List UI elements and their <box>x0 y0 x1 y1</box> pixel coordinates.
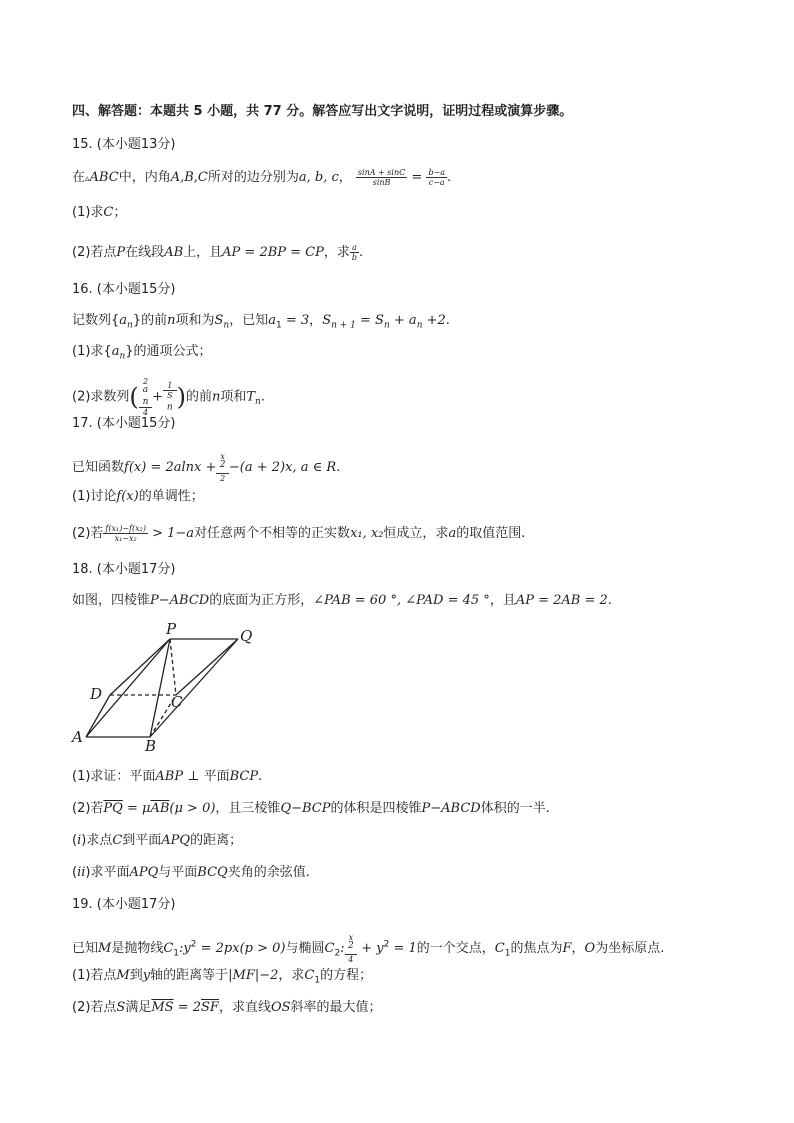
edge-PB <box>150 639 170 737</box>
problem-18-header: 18. (本小题17分) <box>72 562 176 577</box>
problem-16-q2: (2)求数列( 2 $^{a _n}$ 4 + 1 S $_n$ )的前n项和$T_n$. <box>72 377 265 417</box>
text: . <box>447 170 452 185</box>
problem-15-q1: (1)求C； <box>72 205 127 220</box>
label-B: B <box>145 737 157 755</box>
edge-QC <box>176 639 238 695</box>
label-D: D <box>90 685 103 703</box>
problem-18-qii: (ii)求平面APQ与平面BCQ夹角的余弦值. <box>72 865 310 880</box>
equals: = <box>411 170 423 185</box>
problem-17-header: 17. (本小题15分) <box>72 416 176 431</box>
problem-18-qi: (i)求点C到平面APQ的距离； <box>72 833 243 848</box>
problem-19-q1: (1)若点M到y轴的距离等于|MF|−2，求$C_1$的方程； <box>72 968 373 986</box>
problem-19-header: 19. (本小题17分) <box>72 897 176 912</box>
label-P: P <box>166 620 177 638</box>
problem-16-q1: (1)求$\{a_n\}$的通项公式； <box>72 344 212 362</box>
text: ， <box>338 170 352 185</box>
problem-18-q2: (2)若$\overline{PQ} = \mu\overline{AB}(\mu > 0)$，且三棱锥Q−BCP的体积是四棱锥P−ABCD体积的一半. <box>72 801 550 816</box>
problem-17-q1: (1)讨论f(x)的单调性； <box>72 489 204 504</box>
problem-17-q2: (2)若 $\frac{\text{f(x₁)−f(x₂)}}{\text{x₁−x₂}}$ > 1−a对任意两个不相等的正实数x₁, x₂恒成立，求a的取值范围. <box>72 524 526 543</box>
math: A,B,C <box>170 170 208 185</box>
text: 所对的边分别为 <box>207 170 299 185</box>
math: ABC <box>89 170 119 185</box>
fraction: $\frac{b-a}{c-a}$ <box>428 168 446 187</box>
problem-19-stem: 已知M是抛物线$C_1:y^2 = 2px(p > 0)$与椭圆$C_2$: x $^2$ 4 + $y^2 = 1$的一个交点，$C_1$的焦点为F，O为坐标原点. <box>72 933 665 964</box>
label-A: A <box>72 728 83 746</box>
edge-PD <box>110 639 170 695</box>
triangle-symbol: ▵ <box>85 174 90 184</box>
problem-16-stem: 记数列$\{a_n\}$的前n项和为$S_n$，已知$a_1 = 3$，$S_{n + 1} = S_n + a_n +2$. <box>72 313 450 331</box>
section-header: 四、解答题：本题共 5 小题，共 77 分。解答应写出文字说明，证明过程或演算步骤。 <box>72 104 573 119</box>
fraction: x $^2$ 4 <box>345 933 358 964</box>
edge-PC <box>170 639 176 695</box>
pyramid-figure <box>70 620 270 755</box>
text: 在 <box>72 170 86 185</box>
fraction: $\frac{a}{b}$ <box>351 243 358 262</box>
fraction: 2 $^{a _n}$ 4 <box>139 377 152 417</box>
problem-15-header: 15. (本小题13分) <box>72 137 176 152</box>
problem-15-q2: (2)若点P在线段AB上，且AP = 2BP = CP，求 $\frac{a}{b}$ . <box>72 243 364 262</box>
label-C: C <box>171 693 183 711</box>
fraction: x $^2$ 2 <box>216 452 229 483</box>
edge-QB <box>150 639 238 737</box>
problem-17-stem: 已知函数f(x) = 2alnx + x $^2$ 2 −(a + 2)x, a ∈ R. <box>72 452 341 483</box>
label-Q: Q <box>240 627 253 645</box>
fraction: 1 S $_n$ <box>163 381 176 413</box>
math: a, b, c <box>298 170 339 185</box>
text: 中，内角 <box>118 170 171 185</box>
problem-16-header: 16. (本小题15分) <box>72 282 176 297</box>
problem-15-stem <box>72 168 451 188</box>
problem-18-stem: 如图，四棱锥P−ABCD的底面为正方形，∠PAB = 60 °, ∠PAD = 45 °，且AP = 2AB = 2. <box>72 593 612 608</box>
fraction: $\frac{\sin A + \sin C}{\sin B}$ <box>357 168 406 187</box>
problem-19-q2: (2)若点S满足$\overline{MS} = 2\overline{SF}$，求直线OS斜率的最大值； <box>72 1000 382 1015</box>
fraction: $\frac{\text{f(x₁)−f(x₂)}}{\text{x₁−x₂}}$ <box>105 524 146 543</box>
problem-18-q1: (1)求证：平面ABP ⊥ 平面BCP. <box>72 769 263 784</box>
